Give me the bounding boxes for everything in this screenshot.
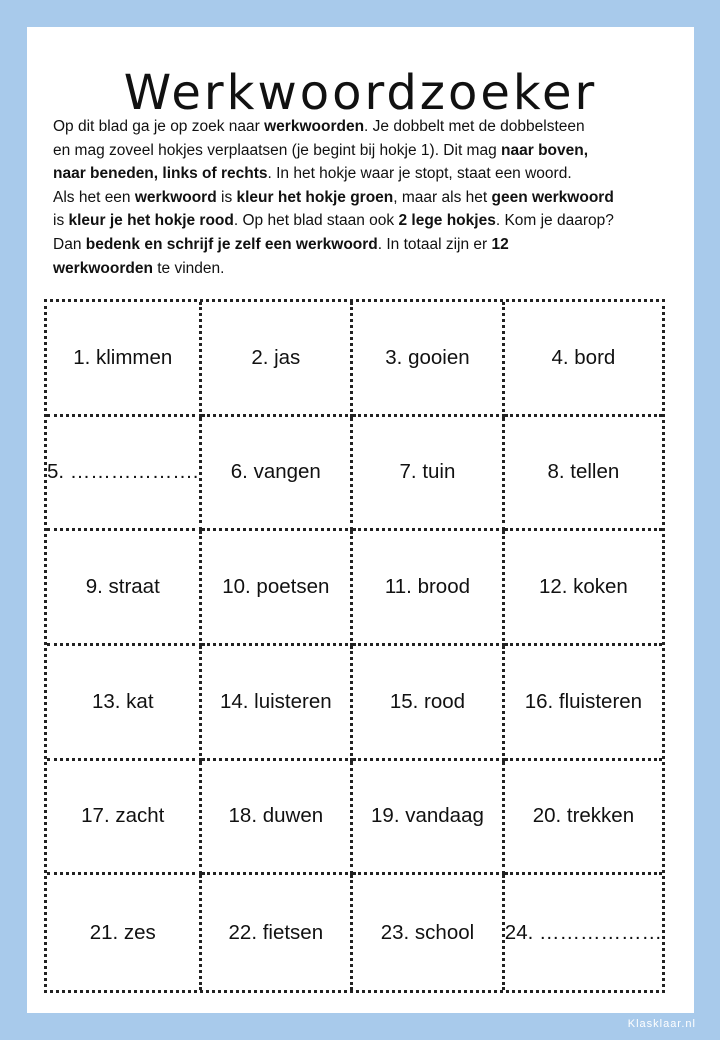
instruction-bold-text: werkwoorden: [264, 118, 365, 135]
grid-cell-16[interactable]: 16. fluisteren: [505, 646, 662, 761]
grid-cell-15[interactable]: 15. rood: [353, 646, 505, 761]
instruction-text: is: [53, 212, 69, 230]
instruction-text: Als het een: [53, 188, 135, 206]
instruction-text: en mag zoveel hokjes verplaatsen (je begint bij hokje 1). Dit mag: [53, 141, 502, 159]
word-grid: [44, 299, 665, 993]
worksheet: [27, 27, 694, 1013]
grid-cell-12[interactable]: 12. koken: [505, 531, 662, 646]
instruction-line: [53, 115, 673, 139]
instruction-line: [53, 139, 673, 163]
watermark: Klasklaar.nl: [627, 1018, 696, 1030]
instruction-bold-text: bedenk en schrijf je zelf een werkwoord: [85, 235, 378, 253]
grid-cell-14[interactable]: 14. luisteren: [202, 646, 354, 761]
grid-cell-11[interactable]: 11. brood: [353, 531, 505, 646]
page-title: Werkwoordzoeker: [123, 65, 598, 121]
instruction-bold-text: werkwoord: [134, 188, 217, 206]
grid-cell-4[interactable]: 4. bord: [505, 302, 662, 417]
grid-cell-23[interactable]: 23. school: [353, 875, 505, 990]
grid-cell-3[interactable]: 3. gooien: [353, 302, 505, 417]
grid-cell-8[interactable]: 8. tellen: [505, 417, 662, 532]
instruction-text: Op dit blad ga je op zoek naar: [53, 118, 265, 135]
instruction-text: . Je dobbelt met de dobbelsteen: [364, 118, 585, 135]
grid-cell-2[interactable]: 2. jas: [202, 302, 354, 417]
instruction-text: te vinden.: [152, 259, 225, 277]
grid-cell-24[interactable]: 24. ………………: [504, 920, 662, 944]
instruction-line: [53, 162, 673, 186]
grid-cell-5[interactable]: 5. ……………….: [47, 417, 202, 532]
instruction-line: [53, 233, 673, 257]
instruction-text: . In het hokje waar je stopt, staat een woord.: [267, 165, 572, 183]
instruction-text: . Op het blad staan ook: [233, 212, 399, 230]
instruction-bold-text: werkwoorden: [53, 259, 153, 277]
instruction-text: is: [216, 188, 237, 206]
instruction-bold-text: kleur je het hokje rood: [68, 212, 234, 230]
instruction-line: [53, 257, 673, 281]
instruction-text: . Kom je daarop?: [495, 212, 614, 230]
instruction-bold-text: naar boven,: [501, 141, 589, 159]
instruction-line: [53, 186, 673, 210]
instructions-text: [53, 115, 673, 280]
instruction-text: , maar als het: [393, 188, 492, 206]
instruction-text: . In totaal zijn er: [377, 235, 492, 253]
instruction-bold-text: naar beneden, links of rechts: [53, 165, 268, 183]
grid-cell-6[interactable]: 6. vangen: [202, 417, 354, 532]
grid-cell-1[interactable]: 1. klimmen: [47, 302, 202, 417]
instruction-bold-text: 2 lege hokjes: [398, 212, 496, 230]
grid-cell-9[interactable]: 9. straat: [47, 531, 202, 646]
grid-cell-10[interactable]: 10. poetsen: [202, 531, 354, 646]
grid-cell-18[interactable]: 18. duwen: [202, 761, 354, 876]
grid-cell-19[interactable]: 19. vandaag: [353, 761, 505, 876]
instruction-text: Dan: [53, 235, 86, 253]
grid-cell-13[interactable]: 13. kat: [47, 646, 202, 761]
instruction-bold-text: geen werkwoord: [491, 188, 614, 206]
instruction-line: [53, 209, 673, 233]
grid-cell-20[interactable]: 20. trekken: [505, 761, 662, 876]
instruction-bold-text: 12: [491, 235, 509, 253]
instruction-bold-text: kleur het hokje groen: [236, 188, 394, 206]
grid-cell-17[interactable]: 17. zacht: [47, 761, 202, 876]
grid-cell-7[interactable]: 7. tuin: [353, 417, 505, 532]
grid-cell-21[interactable]: 21. zes: [47, 875, 202, 990]
grid-cell-22[interactable]: 22. fietsen: [202, 875, 354, 990]
